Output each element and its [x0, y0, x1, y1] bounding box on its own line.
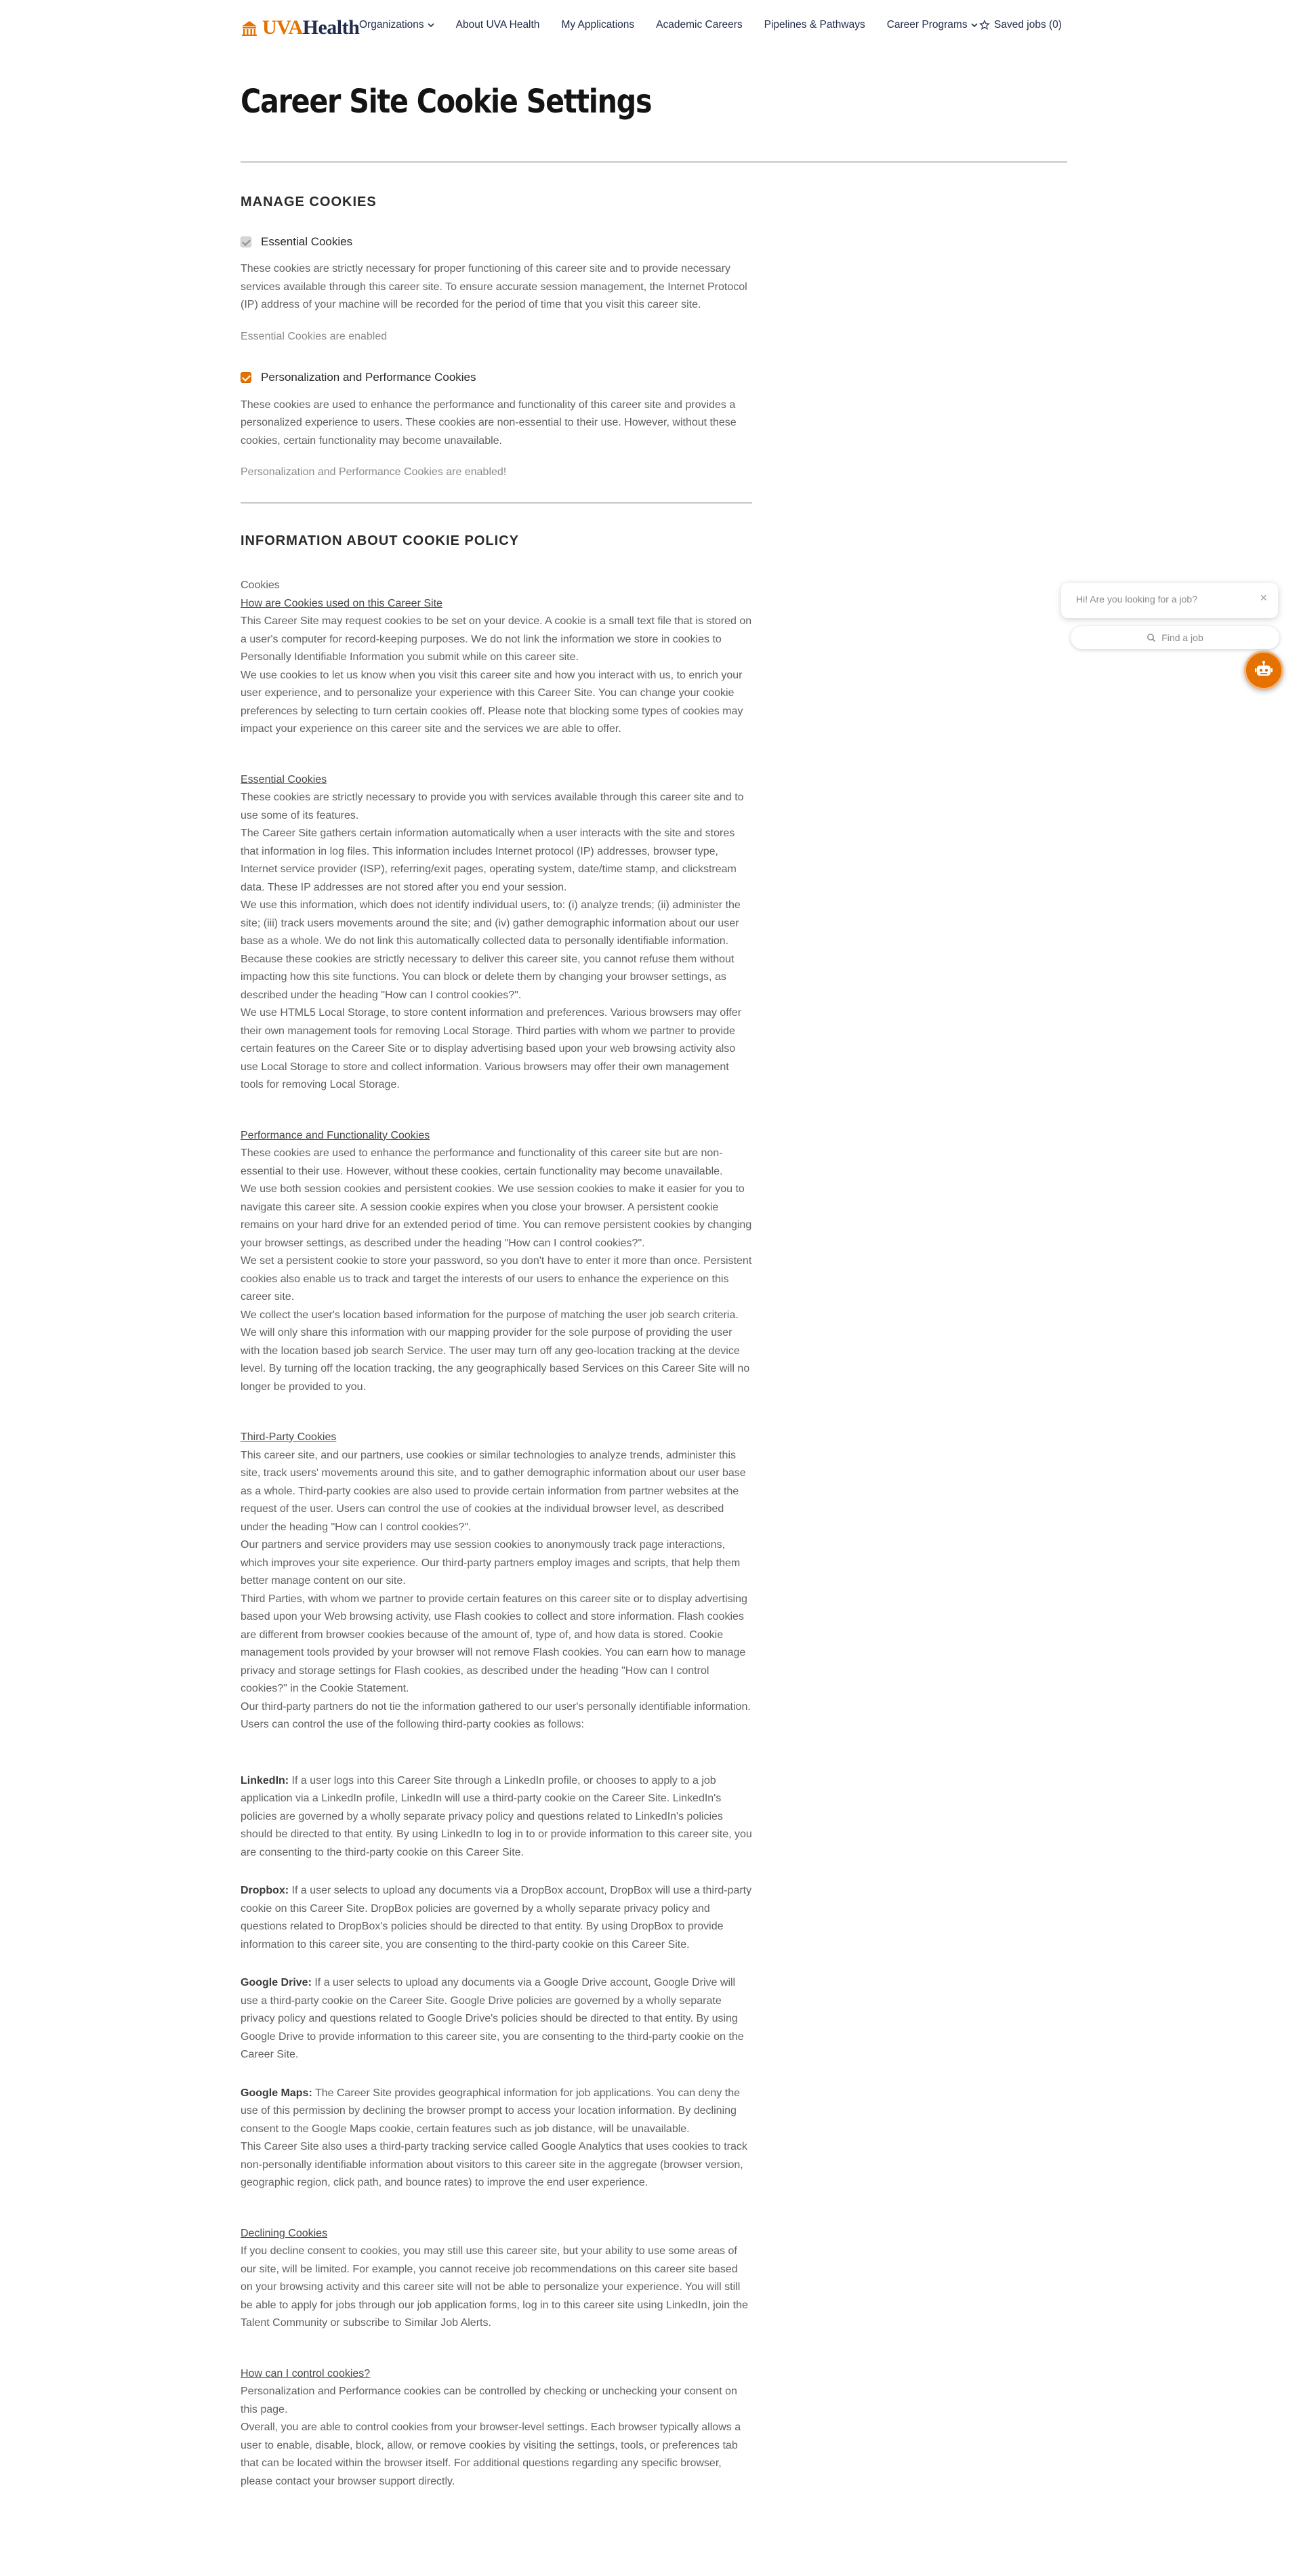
nav-organizations[interactable]: [359, 19, 434, 31]
nav-about-uva-health[interactable]: [456, 19, 540, 31]
personalization-cookies-label: Personalization and Performance Cookies: [261, 371, 476, 384]
provider-text: If a user selects to upload any documents via a Google Drive account, Google Drive will use a third-party cookie on the Career Site. Google Drive policies are governed by a wholly separate privacy policy and questions related to Google Drive's policies should be directed to that entity. By using Google Drive to provide information to this career site, you are consenting to the third-party cookie on the Career Site.: [241, 1977, 744, 2060]
google-drive-provider: [241, 1974, 752, 2064]
cookies-label: Cookies: [241, 579, 280, 591]
third-party-para: Our partners and service providers may use session cookies to anonymously track page interactions, which improves your site experience. Our third-party partners employ images and scripts, that help them better manage content on our site.: [241, 1539, 741, 1587]
performance-title: Performance and Functionality Cookies: [241, 1129, 430, 1141]
site-header: [0, 0, 1301, 54]
third-party-para: Users can control the use of the following third-party cookies as follows:: [241, 1719, 584, 1730]
star-icon: [979, 20, 990, 30]
google-maps-para: [241, 2085, 752, 2139]
performance-para: We set a persistent cookie to store your password, so you don't have to enter it more than once. Persistent cookies also enable us to track and target the interests of our users to enhance the experience on this career site.: [241, 1255, 752, 1303]
control-section: [241, 2365, 752, 2491]
essential-para: The Career Site gathers certain information automatically when a user interacts with the site and stores that information in log files. This information includes Internet protocol (IP) addresses, browser type, Internet service provider (ISP), referring/exit pages, operating system, date/time stamp, and clickstream data. These IP addresses are not stored after you end your session.: [241, 827, 737, 893]
performance-section: [241, 1127, 752, 1397]
personalization-cookies-description: These cookies are used to enhance the performance and functionality of this career site and provides a personalized experience to users. These cookies are non-essential to their use. However, without these cookies, certain functionality may become unavailable.: [241, 398, 737, 447]
how-used-para: This Career Site may request cookies to be set on your device. A cookie is a small text file that is stored on a user's computer for record-keeping purposes. We do not link the information we store in cookies to Personally Identifiable Information you submit while on this career site.: [241, 615, 752, 663]
third-party-section: [241, 1429, 752, 1734]
section-divider: [241, 502, 752, 504]
nav-pipelines-pathways[interactable]: [764, 19, 865, 31]
third-party-title: Third-Party Cookies: [241, 1431, 337, 1443]
how-used-title: How are Cookies used on this Career Site: [241, 597, 442, 609]
nav-label: My Applications: [561, 19, 635, 30]
nav-label: Career Programs: [886, 19, 968, 30]
control-para: Personalization and Performance cookies can be controlled by checking or unchecking your consent on this page.: [241, 2386, 737, 2415]
provider-text: If a user logs into this Career Site through a LinkedIn profile, or chooses to apply to a job application via a LinkedIn profile, LinkedIn will use a third-party cookie on the Career Site. LinkedIn's policies are governed by a wholly separate privacy policy and questions related to LinkedIn's policies should be directed to that entity. By using LinkedIn to log in to or provide information to this career site, you are consenting to the third-party cookie on this Career Site.: [241, 1774, 752, 1858]
logo-wordmark: [262, 16, 359, 39]
declining-section: [241, 2225, 752, 2333]
third-party-para: This career site, and our partners, use cookies or similar technologies to analyze trends, administer this site, track users' movements around this site, and to gather demographic information about our user base as a whole. Third-party cookies are also used to provide certain information from partner websites at the request of the user. Users can control the use of cookies at the individual browser level, as described under the heading "How can I control cookies?".: [241, 1449, 746, 1533]
analytics-para: This Career Site also uses a third-party tracking service called Google Analytics that uses cookies to track non-personally identifiable information about visitors to this career site in the aggregate (browser version, geographic region, click path, and bounce rates) to improve the end user experience.: [241, 2141, 747, 2188]
main-content: [241, 193, 752, 2504]
essential-para: These cookies are strictly necessary to provide you with services available through this career site and to use some of its features.: [241, 792, 744, 821]
essential-para: We use HTML5 Local Storage, to store content information and preferences. Various browsers may offer their own management tools for removing Local Storage. Third parties with whom we partner to provide certain features on the Career Site or to display advertising based upon your web browsing activity also use Local Storage to store and collect information. Various browsers may offer their own management tools for removing Local Storage.: [241, 1007, 742, 1090]
performance-para: These cookies are used to enhance the performance and functionality of this career site but are non-essential to their use. However, without these cookies, certain functionality may become unavailable.: [241, 1147, 723, 1177]
chat-greeting-text: Hi! Are you looking for a job?: [1076, 594, 1197, 605]
nav-label: Academic Careers: [656, 19, 743, 30]
essential-cookies-status: Essential Cookies are enabled: [241, 330, 388, 342]
provider-name: Google Drive:: [241, 1977, 312, 1988]
search-icon: [1147, 633, 1156, 642]
nav-my-applications[interactable]: [561, 19, 634, 31]
performance-para: We collect the user's location based information for the purpose of matching the user job search criteria. We will only share this information with our mapping provider for the sole purpose of providing the user with the location based job search Service. The user may turn off any geo-location tracking at the device level. By turning off the location tracking, the any geographically based Services on this Career Site will no longer be provided to you.: [241, 1309, 750, 1393]
essential-cookies-description: These cookies are strictly necessary for proper functioning of this career site and to provide necessary services available through this career site. To ensure accurate session management, the Internet Protocol (IP) address of your machine will be recorded for the period of time that you visit this career site.: [241, 263, 747, 310]
essential-cookies-checkbox[interactable]: [241, 237, 251, 247]
chat-greeting-bubble[interactable]: [1061, 583, 1278, 618]
saved-jobs-label: Saved jobs (0): [994, 19, 1062, 30]
chatbot-launcher-button[interactable]: [1244, 651, 1283, 690]
uva-health-logo[interactable]: [241, 16, 359, 39]
title-divider: [241, 161, 1067, 163]
nav-label: Organizations: [359, 19, 424, 30]
provider-text: The Career Site provides geographical information for job applications. You can deny the use of this permission by declining the browser prompt to access your location information. By declining consent to the Google Maps cookie, certain features such as job distance, will be unavailable.: [241, 2087, 740, 2135]
personalization-cookies-checkbox[interactable]: [241, 372, 251, 383]
essential-cookies-option: [241, 233, 752, 251]
how-used-section: [241, 577, 752, 739]
third-party-para: Third Parties, with whom we partner to provide certain features on this career site or to display advertising based upon your Web browsing activity, use Flash cookies to collect and store information. Flash cookies are different from browser cookies because of the amount of, type of, and how data is stored. Cookie management tools provided by your browser will not remove Flash cookies. You can earn how to manage privacy and storage settings for Flash cookies, as described under the heading "How can I control cookies?" in the Cookie Statement.: [241, 1593, 747, 1694]
rotunda-logo-icon: [241, 19, 258, 37]
linkedin-provider: [241, 1772, 752, 1862]
saved-jobs-link[interactable]: [979, 19, 1062, 31]
close-icon[interactable]: ×: [1260, 591, 1267, 605]
logo-uva-text: UVA: [262, 16, 303, 39]
essential-cookies-label: Essential Cookies: [261, 234, 353, 248]
nav-label: About UVA Health: [455, 19, 540, 30]
nav-academic-careers[interactable]: [656, 19, 743, 31]
essential-para: We use this information, which does not identify individual users, to: (i) analyze trends; (ii) administer the site; (iii) track users movements around the site; and (iv) gather demographic information about our user base as a whole. We do not link this automatically collected data to personally identifiable information.: [241, 899, 741, 947]
logo-health-text: Health: [302, 16, 360, 39]
nav-career-programs[interactable]: [887, 19, 978, 31]
page-title: Career Site Cookie Settings: [241, 83, 652, 121]
essential-title: Essential Cookies: [241, 773, 327, 785]
declining-para: If you decline consent to cookies, you may still use this career site, but your ability to use some areas of our site, will be limited. For example, you cannot receive job recommendations on this career site based on your browsing activity and this career site will not be able to personalize your experience. You will still be able to apply for jobs through our job application forms, log in to this career site using LinkedIn, join the Talent Community or subscribe to Similar Job Alerts.: [241, 2245, 748, 2329]
third-party-para: Our third-party partners do not tie the information gathered to our user's personally identifiable information.: [241, 1700, 751, 1713]
robot-icon: [1254, 660, 1274, 680]
chevron-down-icon: [971, 22, 978, 28]
how-used-para: We use cookies to let us know when you visit this career site and how you interact with us, to enrich your user experience, and to personalize your experience with this Career Site. You can change your cookie preferences by selecting to turn certain cookies off. Please note that blocking some types of cookies may impact your experience on this career site and the services we are able to offer.: [241, 669, 743, 735]
find-job-button[interactable]: [1071, 626, 1279, 649]
essential-section: [241, 771, 752, 1095]
dropbox-provider: [241, 1882, 752, 1954]
declining-title: Declining Cookies: [241, 2227, 328, 2239]
provider-name: Dropbox:: [241, 1885, 289, 1896]
nav-label: Pipelines & Pathways: [764, 19, 865, 30]
provider-name: LinkedIn:: [241, 1774, 289, 1786]
provider-name: Google Maps:: [241, 2087, 312, 2099]
control-title: How can I control cookies?: [241, 2367, 371, 2379]
find-job-label: Find a job: [1161, 632, 1203, 643]
manage-cookies-heading: MANAGE COOKIES: [241, 195, 377, 209]
google-maps-provider: [241, 2085, 752, 2192]
essential-para: Because these cookies are strictly necessary to deliver this career site, you cannot refuse them without impacting how this site functions. You can block or delete them by changing your browser settings, as described under the heading "How can I control cookies?".: [241, 953, 735, 1001]
personalization-cookies-option: [241, 369, 752, 387]
performance-para: We use both session cookies and persistent cookies. We use session cookies to make it easier for you to navigate this career site. A session cookie expires when you close your browser. A persistent cookie remains on your hard drive for an extended period of time. You can remove persistent cookies by changing your browser settings, as described under the heading "How can I control cookies?".: [241, 1183, 752, 1249]
main-nav: [359, 19, 999, 31]
provider-text: If a user selects to upload any documents via a DropBox account, DropBox will use a third-party cookie on this Career Site. DropBox policies are governed by a wholly separate privacy policy and questions related to DropBox's policies should be directed to that entity. By using DropBox to provide information to this career site, you are consenting to the third-party cookie on this Career Site.: [241, 1885, 752, 1950]
personalization-cookies-status: Personalization and Performance Cookies are enabled!: [241, 466, 507, 478]
cookie-policy-heading: INFORMATION ABOUT COOKIE POLICY: [241, 533, 519, 548]
control-para: Overall, you are able to control cookies from your browser-level settings. Each browser typically allows a user to enable, disable, block, allow, or remove cookies by visiting the settings, tools, or preferences tab that can be located within the browser itself. For additional questions regarding any specific browser, please contact your browser support directly.: [241, 2421, 741, 2487]
chevron-down-icon: [428, 22, 434, 28]
